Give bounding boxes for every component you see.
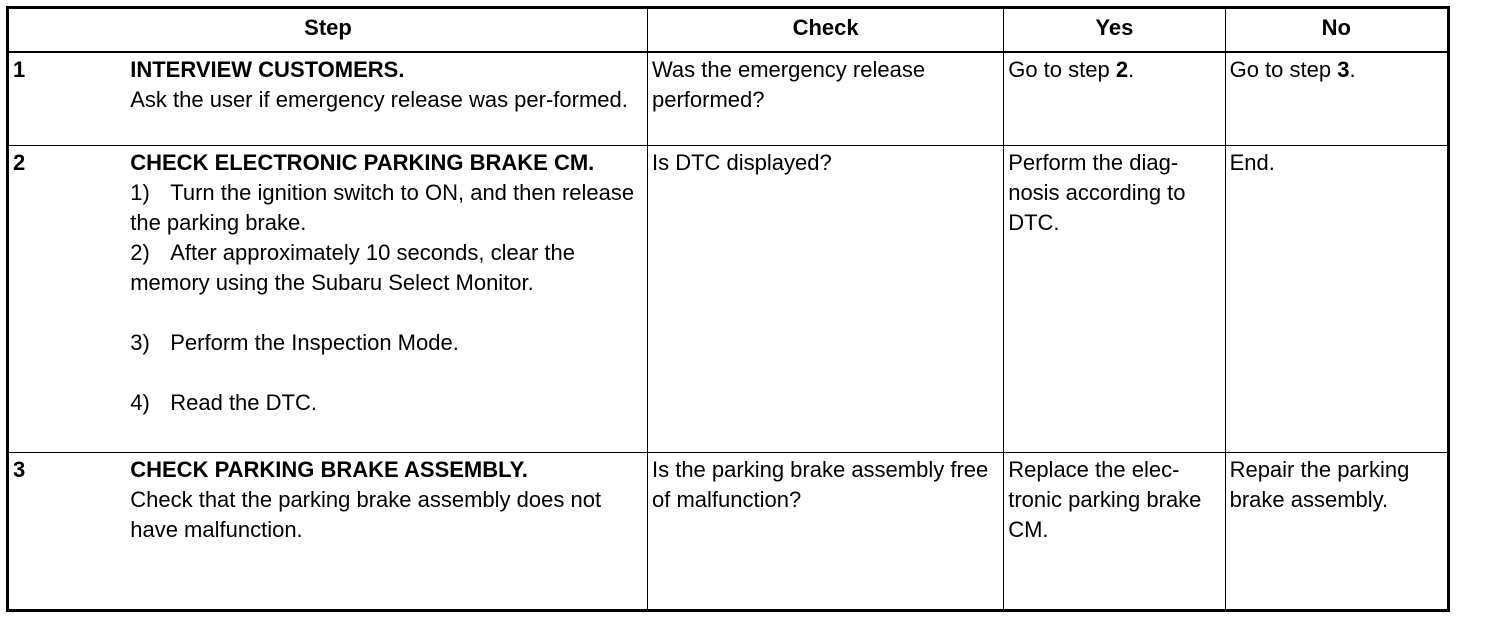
yes-text: Replace the elec-tronic parking brake CM. [1008,457,1202,542]
substep [130,238,643,298]
substep-number: 3) [130,330,150,355]
table-row [8,52,1449,146]
header-no: No [1225,8,1448,53]
yes-cell [1004,146,1225,453]
spacer [130,358,643,388]
check-text: Was the emergency release performed? [651,57,926,112]
no-cell [1225,52,1448,146]
step-number: 1 [13,57,26,82]
check-cell [647,146,1003,453]
substep [130,388,643,418]
step-number: 2 [13,150,26,175]
step-title: CHECK ELECTRONIC PARKING BRAKE CM. [130,150,595,175]
no-suffix: . [1349,57,1356,82]
substep [130,178,643,238]
step-number-cell [8,146,127,453]
substep-text: Perform the Inspection Mode. [170,330,459,355]
header-check: Check [647,8,1003,53]
step-text: Ask the user if emergency release was per-formed. [130,87,628,112]
header-yes: Yes [1004,8,1225,53]
no-cell [1225,146,1448,453]
step-cell [126,453,647,611]
yes-suffix: . [1128,57,1135,82]
header-step: Step [8,8,648,53]
step-cell [126,146,647,453]
step-number-cell [8,52,127,146]
yes-cell [1004,453,1225,611]
substep [130,328,643,358]
check-cell [647,453,1003,611]
yes-step-ref: 2 [1115,57,1129,82]
step-text: Check that the parking brake assembly does not have malfunction. [130,487,602,542]
check-cell [647,52,1003,146]
no-text: End. [1229,150,1275,175]
yes-cell [1004,52,1225,146]
step-cell [126,52,647,146]
step-title: CHECK PARKING BRAKE ASSEMBLY. [130,457,528,482]
check-text: Is the parking brake assembly free of malfunction? [651,457,989,512]
header-row [8,8,1449,53]
substep-text: After approximately 10 seconds, clear the memory using the Subaru Select Monitor. [130,240,575,295]
table-row [8,146,1449,453]
substep-text: Turn the ignition switch to ON, and then release the parking brake. [130,180,635,235]
yes-prefix: Go to step [1008,57,1116,82]
no-prefix: Go to step [1229,57,1338,82]
step-number: 3 [13,457,26,482]
diagnosis-table [6,6,1450,612]
step-number-cell [8,453,127,611]
spacer [130,298,643,328]
check-text: Is DTC displayed? [651,150,832,175]
step-title: INTERVIEW CUSTOMERS. [130,57,405,82]
substep-number: 4) [130,390,150,415]
substep-number: 2) [130,240,150,265]
substep-text: Read the DTC. [170,390,317,415]
no-step-ref: 3 [1337,57,1350,82]
table-row [8,453,1449,611]
no-text: Repair the parking brake assembly. [1229,457,1410,512]
substep-number: 1) [130,180,150,205]
yes-text: Perform the diag-nosis according to DTC. [1008,150,1186,235]
no-cell [1225,453,1448,611]
